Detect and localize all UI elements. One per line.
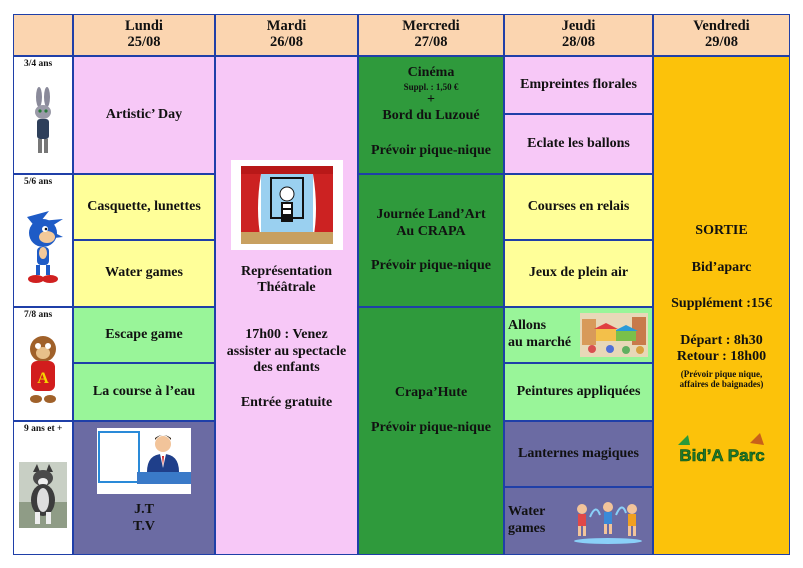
activity-label: + xyxy=(427,91,435,107)
age-label: 5/6 ans xyxy=(24,177,53,187)
rabbit-icon xyxy=(14,70,72,173)
activity-water-games xyxy=(73,240,215,307)
day-name: Jeudi xyxy=(561,18,596,35)
day-date: 27/08 xyxy=(414,34,448,50)
price-label: Suppl. : 1,50 € xyxy=(403,81,459,92)
note-label: (Prévoir pique nique, xyxy=(680,368,763,379)
activity-water-games-jeudi xyxy=(504,487,653,555)
activity-label: Water games xyxy=(105,265,183,281)
activity-label: Prévoir pique-nique xyxy=(371,142,491,158)
activity-label: T.V xyxy=(133,518,155,534)
day-name: Mercredi xyxy=(402,18,460,35)
header-lundi xyxy=(73,14,215,56)
activity-label: des enfants xyxy=(253,360,320,376)
activity-peintures xyxy=(504,363,653,421)
svg-text:Bid’A Parc: Bid’A Parc xyxy=(678,446,765,466)
activity-label: Water xyxy=(508,504,546,520)
kids-water-icon xyxy=(568,497,648,545)
activity-label: Crapa’Hute xyxy=(394,385,468,401)
header-vendredi xyxy=(653,14,790,56)
activity-label: Eclate les ballons xyxy=(527,135,630,151)
activity-label: Escape game xyxy=(105,326,183,342)
age-row-3-4 xyxy=(13,56,73,174)
header-mardi xyxy=(215,14,358,56)
activity-label: Cinéma xyxy=(407,65,455,80)
activity-label: Artistic’ Day xyxy=(105,106,183,122)
activity-crapa-hute xyxy=(358,307,504,555)
activity-label: Bid’aparc xyxy=(691,259,752,275)
dog-icon xyxy=(14,435,72,554)
hedgehog-icon xyxy=(14,188,72,306)
activity-label: SORTIE xyxy=(695,223,748,238)
activity-label: Casquette, lunettes xyxy=(87,198,201,214)
activity-jt-tv xyxy=(73,421,215,555)
age-label: 7/8 ans xyxy=(24,310,53,320)
age-row-9-plus xyxy=(13,421,73,555)
activity-label: Courses en relais xyxy=(527,198,630,214)
activity-escape-game xyxy=(73,307,215,363)
activity-course-eau xyxy=(73,363,215,421)
activity-artistic-day xyxy=(73,56,215,174)
activity-label: Représentation xyxy=(241,263,332,279)
activity-label: Théâtrale xyxy=(257,280,316,296)
activity-label: games xyxy=(508,521,546,536)
activity-eclate-ballons xyxy=(504,114,653,174)
header-corner xyxy=(13,14,73,56)
activity-label: Départ : 8h30 xyxy=(680,332,763,348)
activity-label: Jeux de plein air xyxy=(528,265,629,281)
age-label: 3/4 ans xyxy=(24,59,53,69)
activity-label: Prévoir pique-nique xyxy=(371,420,491,435)
activity-label: Supplément :15€ xyxy=(671,296,772,312)
day-date: 29/08 xyxy=(704,34,739,50)
header-jeudi xyxy=(504,14,653,56)
activity-label: Peintures appliquées xyxy=(516,383,641,399)
age-row-5-6 xyxy=(13,174,73,307)
activity-label: Bord du Luzoué xyxy=(382,108,480,124)
activity-cinema xyxy=(358,56,504,174)
activity-lanternes xyxy=(504,421,653,487)
bidaparc-logo xyxy=(672,431,772,477)
activity-theatre xyxy=(215,56,358,555)
svg-text:A: A xyxy=(37,369,49,387)
activity-land-art xyxy=(358,174,504,307)
day-date: 26/08 xyxy=(269,34,304,50)
activity-label: au marché xyxy=(508,335,572,350)
activity-label: Empreintes florales xyxy=(520,76,637,92)
day-date: 25/08 xyxy=(127,34,161,50)
news-anchor-icon xyxy=(97,428,191,494)
activity-label: Journée Land’Art xyxy=(376,207,486,222)
activity-sortie-bidaparc xyxy=(653,56,790,555)
activity-label: Entrée gratuite xyxy=(240,394,333,410)
activity-casquette xyxy=(73,174,215,240)
market-icon xyxy=(580,313,648,357)
day-name: Mardi xyxy=(266,18,307,35)
activity-empreintes xyxy=(504,56,653,114)
note-label: affaires de baignades) xyxy=(679,378,764,389)
activity-label: La course à l’eau xyxy=(92,383,196,399)
activity-label: J.T xyxy=(134,502,154,517)
day-name: Lundi xyxy=(125,18,163,35)
chipmunk-icon xyxy=(14,321,72,420)
activity-allons-marche xyxy=(504,307,653,363)
theatre-icon xyxy=(231,160,343,250)
age-row-7-8 xyxy=(13,307,73,421)
activity-courses-relais xyxy=(504,174,653,240)
activity-label: Retour : 18h00 xyxy=(676,349,767,365)
header-mercredi xyxy=(358,14,504,56)
activity-label: Allons xyxy=(508,318,547,334)
activity-jeux-plein-air xyxy=(504,240,653,307)
activity-label: Au CRAPA xyxy=(396,223,466,239)
activity-label: Lanternes magiques xyxy=(518,445,639,461)
activity-label: assister au spectacle xyxy=(226,343,347,359)
activity-label: Prévoir pique-nique xyxy=(371,258,491,274)
age-label: 9 ans et + xyxy=(24,424,63,434)
day-name: Vendredi xyxy=(693,18,750,35)
activity-label: 17h00 : Venez xyxy=(245,326,328,342)
day-date: 28/08 xyxy=(561,34,596,50)
